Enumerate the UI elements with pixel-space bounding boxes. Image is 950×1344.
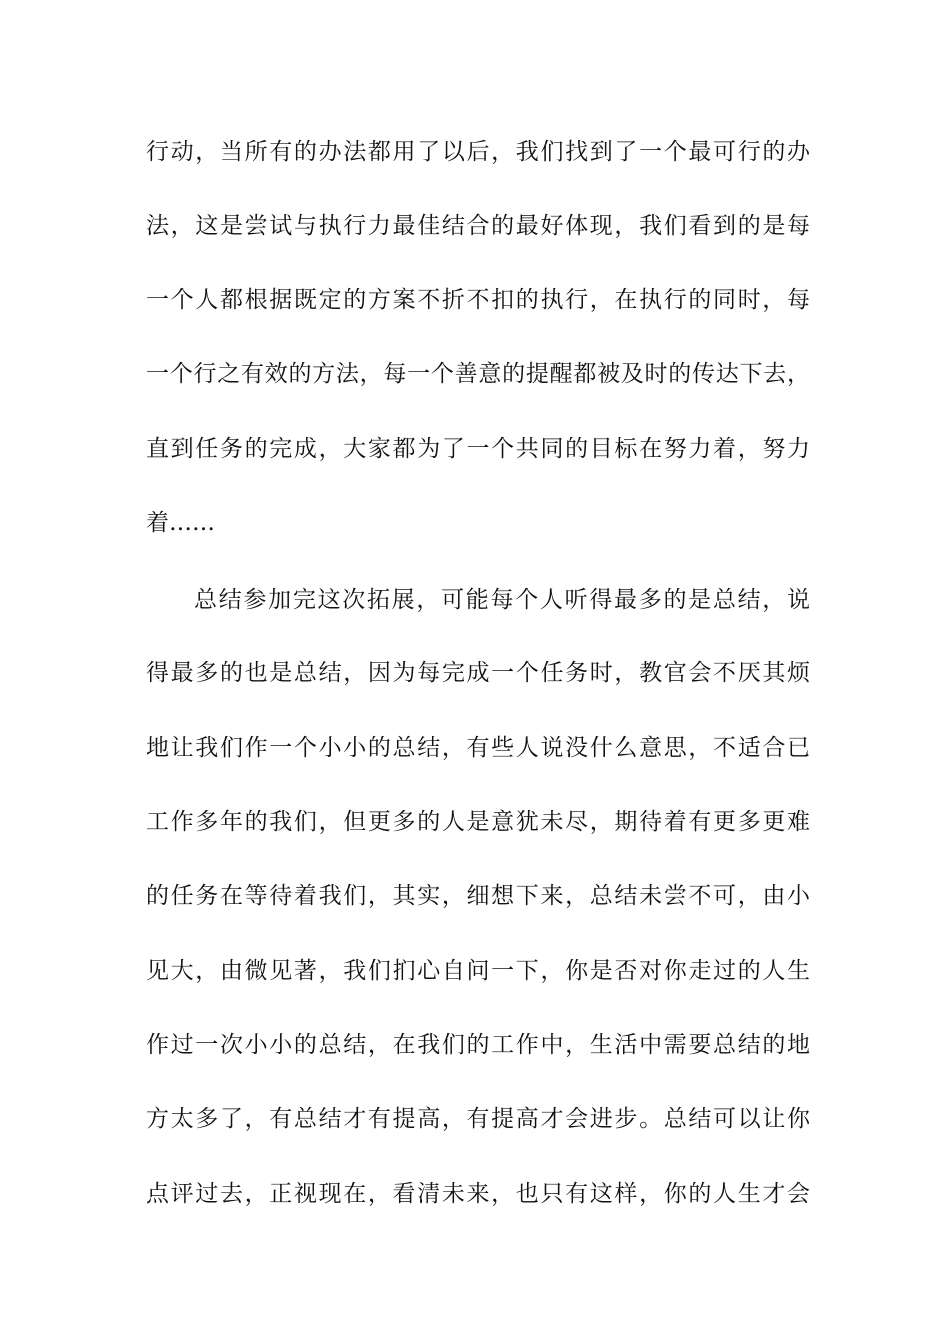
paragraph-2-line-9: 点评过去，正视现在，看清未来，也只有这样，你的人生才会: [146, 1181, 810, 1207]
paragraph-1-line-2: 法，这是尝试与执行力最佳结合的最好体现，我们看到的是每: [146, 213, 810, 239]
paragraph-2-line-7: 作过一次小小的总结，在我们的工作中，生活中需要总结的地: [146, 1032, 810, 1058]
paragraph-1-line-3: 一个人都根据既定的方案不折不扣的执行，在执行的同时，每: [146, 287, 810, 313]
paragraph-2-line-6: 见大，由微见著，我们扪心自问一下，你是否对你走过的人生: [146, 958, 810, 984]
paragraph-2-line-3: 地让我们作一个小小的总结，有些人说没什么意思，不适合已: [146, 735, 810, 761]
paragraph-1-line-4: 一个行之有效的方法，每一个善意的提醒都被及时的传达下去，: [146, 361, 810, 387]
paragraph-1-line-1: 行动，当所有的办法都用了以后，我们找到了一个最可行的办: [146, 139, 810, 165]
paragraph-2-line-2: 得最多的也是总结，因为每完成一个任务时，教官会不厌其烦: [146, 660, 810, 686]
paragraph-2-line-8: 方太多了，有总结才有提高，有提高才会进步。总结可以让你: [146, 1106, 810, 1132]
paragraph-2-line-5: 的任务在等待着我们，其实，细想下来，总结未尝不可，由小: [146, 883, 810, 909]
paragraph-1-line-5: 直到任务的完成，大家都为了一个共同的目标在努力着，努力: [146, 436, 810, 462]
paragraph-1-line-6: 着……: [146, 510, 215, 536]
paragraph-2-line-1: 总结参加完这次拓展，可能每个人听得最多的是总结，说: [194, 587, 810, 613]
paragraph-2-line-4: 工作多年的我们，但更多的人是意犹未尽，期待着有更多更难: [146, 809, 810, 835]
